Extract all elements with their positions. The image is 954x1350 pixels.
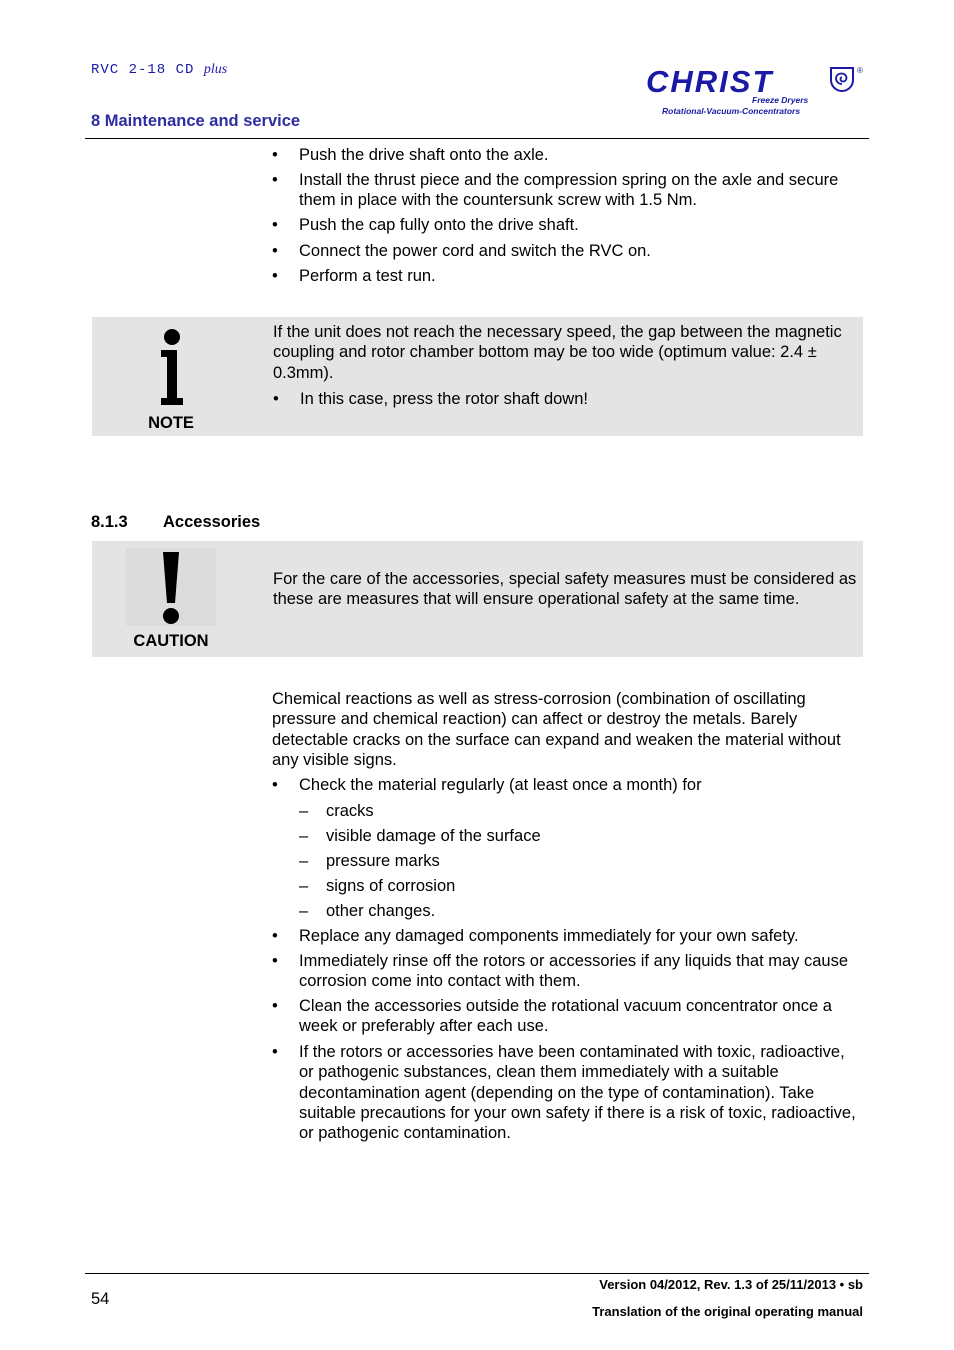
bullet-mark: • bbox=[272, 952, 278, 970]
note-text: If the unit does not reach the necessary speed, the gap between the magnetic coupling and rotor chamber bottom may be too wide (optimum value: 2.4 ± 0.3mm). bbox=[273, 323, 842, 382]
list-item bbox=[272, 170, 862, 211]
model-name bbox=[91, 62, 227, 78]
list-item bbox=[272, 1042, 862, 1143]
list-item-text: Check the material regularly (at least once a month) for bbox=[299, 776, 702, 794]
list-item bbox=[272, 926, 862, 946]
dash-mark: – bbox=[299, 827, 309, 845]
sub-list-item bbox=[299, 876, 455, 896]
dash-mark: – bbox=[299, 802, 309, 820]
exclamation-icon bbox=[126, 548, 216, 626]
list-item-text: Install the thrust piece and the compression spring on the axle and secure them in place with the countersunk screw with 1.5 Nm. bbox=[299, 171, 839, 210]
bullet-mark: • bbox=[272, 1043, 278, 1061]
sub-list-item-text: visible damage of the surface bbox=[326, 827, 541, 845]
bullet-mark: • bbox=[272, 171, 278, 189]
model-label: RVC 2-18 CD bbox=[91, 62, 195, 78]
sub-list-item-text: cracks bbox=[326, 802, 374, 820]
christ-logo: CHRIST bbox=[646, 64, 774, 99]
bullet-mark: • bbox=[272, 267, 278, 285]
model-suffix: plus bbox=[203, 62, 228, 77]
bullet-mark: • bbox=[272, 997, 278, 1015]
dash-mark: – bbox=[299, 877, 309, 895]
caution-text: For the care of the accessories, special safety measures must be considered as these are measures that will ensure operational safety at the same time. bbox=[273, 570, 857, 609]
bullet-mark: • bbox=[272, 776, 278, 794]
list-item-text: Perform a test run. bbox=[299, 267, 436, 285]
list-item bbox=[272, 775, 862, 795]
logo-subtitle-freeze: Freeze Dryers bbox=[752, 95, 809, 105]
page-number: 54 bbox=[91, 1290, 110, 1308]
list-item-text: If the rotors or accessories have been contaminated with toxic, radioactive, or pathogenic substances, clean them immediately with a suitable decontamination agent (depending on the type of contamination). Take suitable precautions for your own safety if there is a risk of toxic, radioactive, or pathogenic contamination. bbox=[299, 1043, 856, 1143]
bullet-mark: • bbox=[272, 927, 278, 945]
list-item bbox=[272, 266, 862, 286]
footer-rule bbox=[85, 1273, 869, 1274]
header-rule bbox=[85, 138, 869, 139]
sub-list-item-text: pressure marks bbox=[326, 852, 440, 870]
list-item-text: Connect the power cord and switch the RVC on. bbox=[299, 242, 651, 260]
dash-mark: – bbox=[299, 902, 309, 920]
dash-mark: – bbox=[299, 852, 309, 870]
list-item-text: Push the cap fully onto the drive shaft. bbox=[299, 216, 579, 234]
note-bullet bbox=[273, 389, 863, 409]
sub-list-item-text: signs of corrosion bbox=[326, 877, 456, 895]
sub-list-item-text: other changes. bbox=[326, 902, 436, 920]
sub-list-item bbox=[299, 826, 541, 846]
info-icon bbox=[158, 328, 186, 406]
intro-paragraph: Chemical reactions as well as stress-corrosion (combination of oscillating pressure and chemical reaction) can affect or destroy the metals. Barely detectable cracks on the surface can expand and weaken the material without any visible signs. bbox=[272, 690, 841, 769]
bullet-mark: • bbox=[272, 146, 278, 164]
note-label: NOTE bbox=[148, 414, 194, 432]
section-heading: 8 Maintenance and service bbox=[91, 112, 301, 130]
list-item bbox=[272, 145, 862, 165]
list-item-text: Replace any damaged components immediately for your own safety. bbox=[299, 927, 799, 945]
bullet-mark: • bbox=[272, 242, 278, 260]
list-item-text: Clean the accessories outside the rotational vacuum concentrator once a week or preferably after each use. bbox=[299, 997, 832, 1036]
section-title: Accessories bbox=[163, 513, 261, 531]
sub-list-item bbox=[299, 801, 374, 821]
swirl-icon bbox=[829, 66, 855, 92]
caution-label: CAUTION bbox=[133, 632, 209, 650]
bullet-mark: • bbox=[272, 216, 278, 234]
bullet-mark: • bbox=[273, 390, 279, 408]
note-bullet-text: In this case, press the rotor shaft down! bbox=[300, 390, 588, 408]
sub-list-item bbox=[299, 901, 435, 921]
list-item bbox=[272, 996, 862, 1037]
logo-subtitle-rvc: Rotational-Vacuum-Concentrators bbox=[662, 106, 801, 116]
registered-mark: ® bbox=[857, 66, 863, 75]
translation-note: Translation of the original operating manual bbox=[592, 1304, 863, 1319]
list-item-text: Immediately rinse off the rotors or accessories if any liquids that may cause corrosion come into contact with them. bbox=[299, 952, 849, 991]
version-info: Version 04/2012, Rev. 1.3 of 25/11/2013 • sb bbox=[599, 1277, 863, 1292]
list-item bbox=[272, 215, 862, 235]
sub-list-item bbox=[299, 851, 440, 871]
list-item bbox=[272, 951, 862, 992]
list-item-text: Push the drive shaft onto the axle. bbox=[299, 146, 549, 164]
list-item bbox=[272, 241, 862, 261]
section-number: 8.1.3 bbox=[91, 513, 128, 531]
